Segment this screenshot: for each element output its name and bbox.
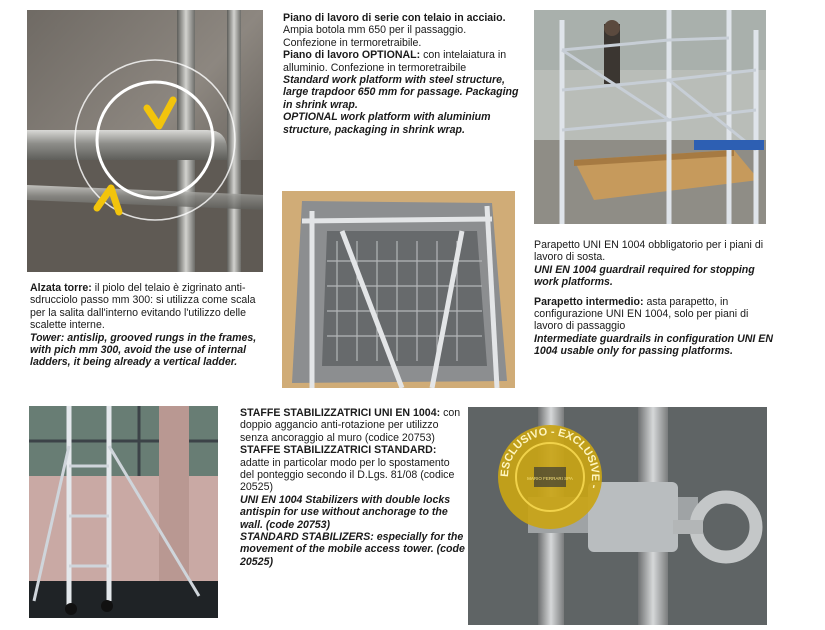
stamp-logo-text: MARIO FERRARI SPA bbox=[527, 476, 573, 481]
stabilizer-en1004-en-text: UNI EN 1004 Stabilizers with double locks antispin for use without anchorage to the wall. (code 20753) bbox=[240, 493, 451, 531]
stabilizer-description bbox=[240, 407, 465, 568]
platform-en-text: Standard work platform with steel structure, large trapdoor 650 mm for passage. Packaging in shrink wrap. bbox=[283, 74, 519, 111]
stabilizer-outrigger-photo bbox=[29, 406, 218, 618]
tower-rise-en-text: Tower: antislip, grooved rungs in the frames, with pich mm 300, avoid the use of internal ladders, it being already a vertical ladder. bbox=[30, 331, 257, 369]
platform-description bbox=[283, 12, 521, 136]
intermediate-guardrail-it-title: Parapetto intermedio: bbox=[534, 295, 644, 308]
rung-closeup-photo bbox=[27, 10, 263, 272]
tower-platform-photo bbox=[534, 10, 766, 224]
intermediate-guardrail-it-text: asta parapetto, in configurazione UNI EN 1004, solo per piani di lavoro di passaggio bbox=[534, 295, 749, 333]
exclusive-stamp-text: ESCLUSIVO - EXCLUSIVE - bbox=[498, 425, 602, 490]
stabilizer-en1004-it-text: con doppio aggancio anti-rotazione per utilizzo senza ancoraggio al muro (codice 20753) bbox=[240, 407, 461, 444]
stabilizer-standard-it-text: adatte in particolar modo per lo spostamento del ponteggio secondo il D.Lgs. 81/08 (codice 20525) bbox=[240, 456, 455, 494]
guardrail-description bbox=[534, 239, 774, 358]
guardrail-en-text: UNI EN 1004 guardrail required for stopping work platforms. bbox=[534, 263, 755, 289]
anti-rotation-clamp-photo bbox=[468, 407, 767, 625]
guardrail-it-text: Parapetto UNI EN 1004 obbligatorio per i piani di lavoro di sosta. bbox=[534, 239, 764, 264]
intermediate-guardrail-en-text: Intermediate guardrails in configuration UNI EN 1004 usable only for passing platforms. bbox=[534, 332, 773, 358]
platform-it-title: Piano di lavoro di serie con telaio in acciaio. bbox=[283, 12, 506, 24]
stabilizer-standard-it-title: STAFFE STABILIZZATRICI STANDARD: bbox=[240, 444, 437, 457]
optional-platform-en-text: OPTIONAL work platform with aluminium structure, packaging in shrink wrap. bbox=[283, 111, 491, 136]
stabilizer-en1004-it-title: STAFFE STABILIZZATRICI UNI EN 1004: bbox=[240, 407, 441, 419]
optional-platform-it-title: Piano di lavoro OPTIONAL: bbox=[283, 49, 421, 62]
tower-rise-description bbox=[30, 282, 270, 369]
optional-platform-it-text: con intelaiatura in alluminio. Confezione in termoretraibile bbox=[283, 49, 507, 74]
tower-rise-it-text: il piolo del telaio è zigrinato anti-sdrucciolo passo mm 300: si utilizza come scala per la salita dall'interno evitando l'utilizzo delle scalette interne. bbox=[30, 282, 256, 332]
stabilizer-standard-en-text: STANDARD STABILIZERS: especially for the movement of the mobile access tower. (code 20525) bbox=[240, 531, 465, 568]
tower-rise-it-title: Alzata torre: bbox=[30, 282, 92, 294]
platform-it-text: Ampia botola mm 650 per il passaggio. Confezione in termoretraibile. bbox=[283, 24, 467, 49]
trapdoor-view-photo bbox=[282, 191, 515, 388]
